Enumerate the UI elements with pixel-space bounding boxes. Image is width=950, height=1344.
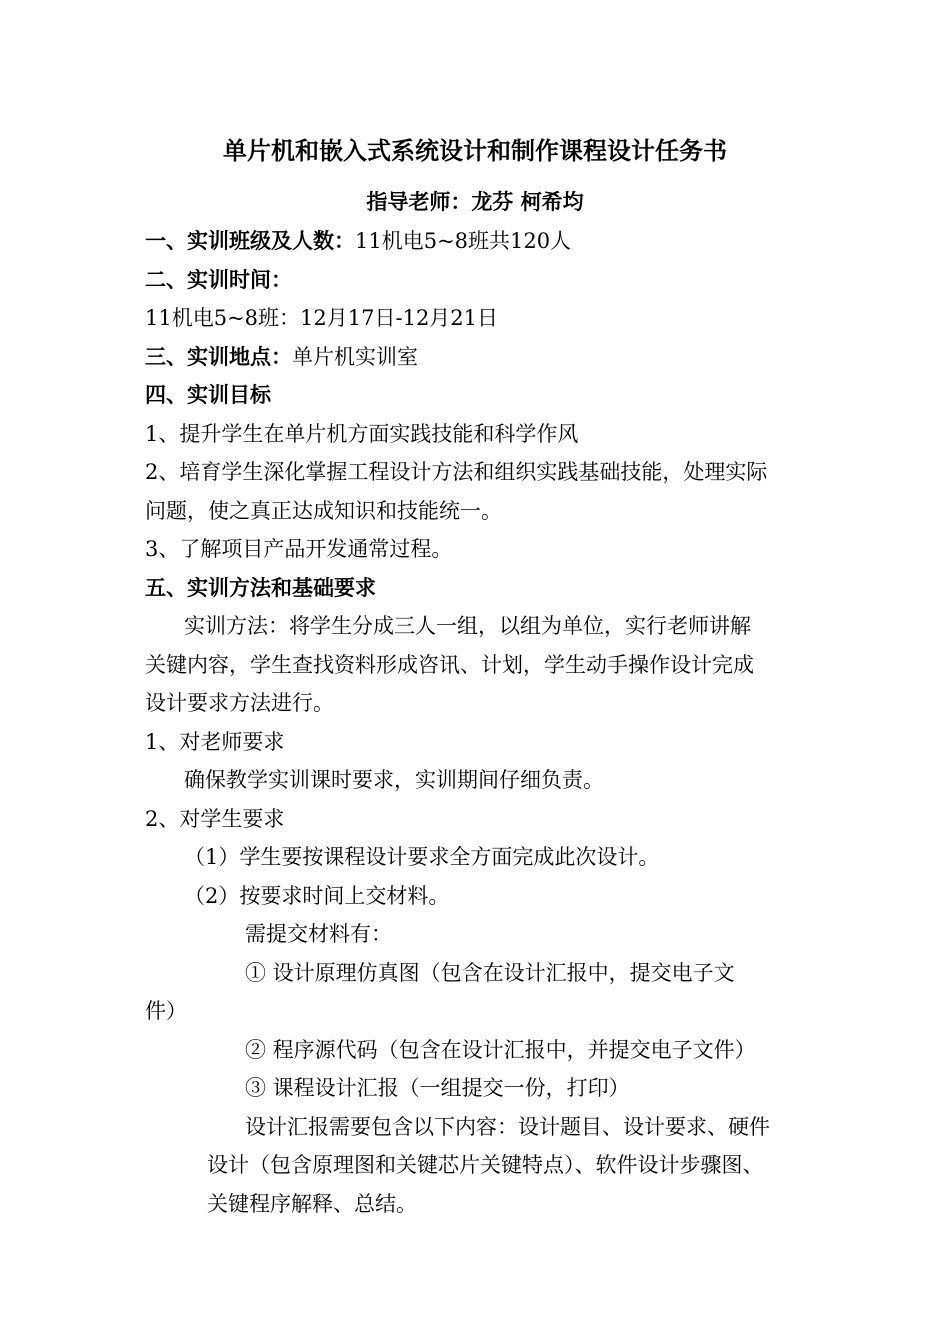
location-line [145, 343, 418, 371]
class-size-line [145, 227, 571, 255]
teacher-requirements-heading: 1、对老师要求 [145, 730, 285, 754]
class-size-heading: 一、实训班级及人数： [145, 228, 355, 253]
goal-item-2-line-1: 2、培育学生深化掌握工程设计方法和组织实践基础技能，处理实际 [145, 460, 768, 484]
report-contents-line-1: 设计汇报需要包含以下内容：设计题目、设计要求、硬件 [245, 1115, 770, 1139]
time-heading: 二、实训时间： [145, 267, 292, 292]
time-text: 11机电5~8班：12月17日-12月21日 [145, 306, 499, 330]
location-heading: 三、实训地点： [145, 344, 292, 369]
teacher-requirements-text: 确保教学实训课时要求，实训期间仔细负责。 [184, 768, 604, 792]
student-requirement-2: （2）按要求时间上交材料。 [184, 884, 450, 908]
goal-item-1: 1、提升学生在单片机方面实践技能和科学作风 [145, 422, 579, 446]
goals-heading: 四、实训目标 [145, 382, 271, 407]
instructors-line: 指导老师：龙芬 柯希均 [366, 189, 584, 214]
document-title: 单片机和嵌入式系统设计和制作课程设计任务书 [223, 136, 727, 165]
method-text-line-1: 实训方法：将学生分成三人一组，以组为单位，实行老师讲解 [184, 614, 751, 638]
material-item-3: ③ 课程设计汇报（一组提交一份，打印） [245, 1076, 630, 1100]
student-requirement-1: （1）学生要按课程设计要求全方面完成此次设计。 [184, 845, 660, 869]
goal-item-3: 3、了解项目产品开发通常过程。 [145, 537, 453, 561]
method-text-line-3: 设计要求方法进行。 [145, 691, 334, 715]
material-item-1-line-1: ① 设计原理仿真图（包含在设计汇报中，提交电子文 [245, 961, 735, 985]
report-contents-line-2: 设计（包含原理图和关键芯片关键特点）、软件设计步骤图、 [207, 1153, 764, 1177]
materials-intro: 需提交材料有： [245, 922, 392, 946]
goal-item-2-line-2: 问题，使之真正达成知识和技能统一。 [145, 499, 502, 523]
student-requirements-heading: 2、对学生要求 [145, 807, 285, 831]
class-size-text: 11机电5~8班共120人 [355, 229, 572, 253]
material-item-1-line-2: 件） [145, 999, 187, 1023]
location-text: 单片机实训室 [292, 345, 418, 369]
methods-heading: 五、实训方法和基础要求 [145, 575, 376, 600]
report-contents-line-3: 关键程序解释、总结。 [207, 1192, 417, 1216]
material-item-2: ② 程序源代码（包含在设计汇报中，并提交电子文件） [245, 1038, 756, 1062]
method-text-line-2: 关键内容，学生查找资料形成咨讯、计划，学生动手操作设计完成 [145, 653, 754, 677]
